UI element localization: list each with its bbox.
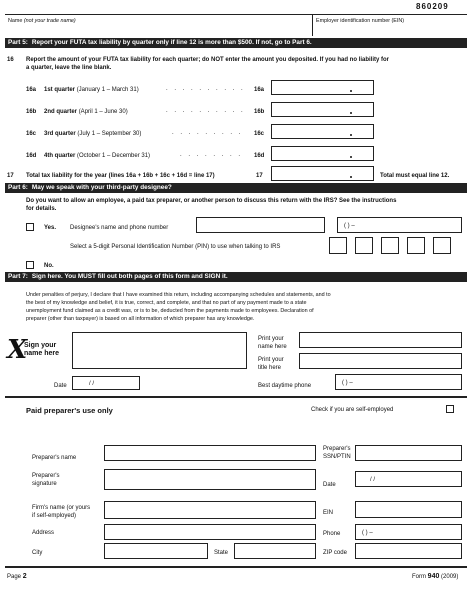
no-label: No. [44, 263, 54, 269]
preparer-date-label: Date [323, 482, 336, 488]
quarter-ref: 16d [254, 153, 265, 159]
quarter-16b-amount-field[interactable] [271, 102, 374, 117]
designee-name-field[interactable] [196, 217, 325, 233]
self-employed-label: Check if you are self-employed [311, 407, 394, 413]
city-label: City [32, 550, 43, 556]
preparer-name-field[interactable] [104, 445, 316, 461]
preparer-phone-field[interactable] [355, 524, 462, 540]
preparer-signature-field[interactable] [104, 469, 316, 490]
form-footer-label: Form 940 (2009) [412, 573, 459, 580]
perjury-line-1: Under penalties of perjury, I declare that I have examined this return, including accompanying schedules and statements, and to [26, 292, 331, 298]
state-label: State [214, 550, 229, 556]
decimal-dot [350, 90, 352, 92]
designee-label: Designee's name and phone number [70, 225, 169, 231]
ein-label: Employer identification number (EIN) [316, 18, 405, 24]
leader-dots: . . . . . . . . [180, 152, 243, 158]
line16-number: 16 [7, 57, 14, 63]
phone-parens: ( ) – [362, 530, 373, 536]
no-checkbox[interactable] [26, 261, 34, 269]
date-label: Date [54, 383, 67, 389]
ssn-label-1: Preparer's [323, 446, 351, 452]
page-label: Page 2 [7, 573, 27, 580]
quarter-16a-amount-field[interactable] [271, 80, 374, 95]
quarter-ref: 16c [254, 131, 265, 137]
yes-label: Yes. [44, 225, 57, 231]
print-title-field[interactable] [299, 353, 462, 369]
print-name-field[interactable] [299, 332, 462, 348]
name-label: Name (not your trade name) [8, 18, 76, 24]
preparer-signature-label-2: signature [32, 481, 57, 487]
ein-field[interactable] [314, 27, 466, 36]
preparer-title: Paid preparer's use only [26, 406, 113, 415]
line16-text-2: a quarter, leave the line blank. [26, 65, 112, 71]
phone-parens: ( ) – [344, 223, 355, 229]
print-title-label-1: Print your [258, 357, 284, 363]
leader-dots: . . . . . . . . . . [166, 108, 246, 114]
pin-digit-3[interactable] [381, 237, 399, 254]
print-name-label-1: Print your [258, 336, 284, 342]
ssn-label-2: SSN/PTIN [323, 454, 351, 460]
preparer-date-field[interactable] [355, 471, 462, 487]
decimal-dot [350, 134, 352, 136]
firm-name-label-2: if self-employed) [32, 513, 77, 519]
sign-label-2: name here [24, 350, 60, 357]
quarter-label: 1st quarter (January 1 – March 31) [44, 87, 139, 93]
zip-field[interactable] [355, 543, 462, 559]
quarter-num: 16a [26, 87, 37, 93]
firm-name-label-1: Firm's name (or yours [32, 505, 91, 511]
header-top-rule [5, 14, 467, 15]
city-field[interactable] [104, 543, 208, 559]
line17-ref: 17 [256, 173, 263, 179]
decimal-dot [350, 156, 352, 158]
leader-dots: . . . . . . . . . . [166, 86, 246, 92]
perjury-line-3: unemployment fund claimed as a credit was, or is to be, deducted from the payments made to employees. Declaration of [26, 308, 314, 314]
part6-question-2: for details. [26, 206, 57, 212]
sign-x-mark: X [7, 335, 28, 365]
preparer-top-rule [5, 396, 467, 398]
signature-field[interactable] [72, 332, 247, 369]
sign-date-field[interactable] [72, 376, 140, 390]
designee-phone-field[interactable] [337, 217, 462, 233]
line17-total-field[interactable] [271, 166, 374, 181]
address-label: Address [32, 530, 55, 536]
quarter-label: 4th quarter (October 1 – December 31) [44, 153, 151, 159]
line17-number: 17 [7, 173, 14, 179]
pin-digit-2[interactable] [355, 237, 373, 254]
preparer-signature-label-1: Preparer's [32, 473, 60, 479]
line17-text: Total tax liability for the year (lines 16a + 16b + 16c + 16d = line 17) [26, 173, 215, 179]
quarter-num: 16c [26, 131, 37, 137]
decimal-dot [350, 112, 352, 114]
yes-checkbox[interactable] [26, 223, 34, 231]
footer-rule [5, 566, 467, 568]
pin-label: Select a 5-digit Personal Identification Number (PIN) to use when talking to IRS [70, 244, 281, 250]
date-slashes: / / [370, 477, 376, 483]
print-name-label-2: name here [258, 344, 287, 350]
self-employed-checkbox[interactable] [446, 405, 454, 413]
line17-note: Total must equal line 12. [380, 173, 450, 179]
firm-ein-label: EIN [323, 510, 334, 516]
quarter-16c-amount-field[interactable] [271, 124, 374, 139]
part5-header: Part 5: Report your FUTA tax liability by quarter only if line 12 is more than $500. If not, go to Part 6. [5, 38, 467, 48]
line16-text-1: Report the amount of your FUTA tax liability for each quarter; do NOT enter the amount you deposited. If you had no liability for [26, 57, 390, 63]
state-field[interactable] [234, 543, 316, 559]
name-field[interactable] [5, 27, 311, 36]
part6-question-1: Do you want to allow an employee, a paid tax preparer, or another person to discuss this return with the IRS? See the instructions [26, 198, 397, 204]
print-title-label-2: title here [258, 365, 282, 371]
zip-label: ZIP code [323, 550, 347, 556]
quarter-num: 16d [26, 153, 37, 159]
sign-label-1: Sign your [24, 342, 57, 349]
perjury-line-4: preparer (other than taxpayer) is based on all information of which preparer has any knowledge. [26, 316, 255, 322]
pin-digit-4[interactable] [407, 237, 425, 254]
daytime-phone-label: Best daytime phone [258, 383, 312, 389]
daytime-phone-field[interactable] [335, 374, 462, 390]
pin-digit-5[interactable] [433, 237, 451, 254]
form-code: 860209 [416, 2, 449, 11]
part6-header: Part 6: May we speak with your third-party designee? [5, 183, 467, 193]
pin-digit-1[interactable] [329, 237, 347, 254]
date-slashes: / / [89, 381, 95, 387]
preparer-name-label: Preparer's name [32, 455, 77, 461]
leader-dots: . . . . . . . . . [172, 130, 243, 136]
preparer-phone-label: Phone [323, 531, 341, 537]
quarter-ref: 16a [254, 87, 265, 93]
quarter-ref: 16b [254, 109, 265, 115]
phone-parens: ( ) – [342, 380, 353, 386]
decimal-dot [350, 176, 352, 178]
part7-header: Part 7: Sign here. You MUST fill out both pages of this form and SIGN it. [5, 272, 467, 282]
address-field[interactable] [104, 524, 316, 540]
quarter-label: 2nd quarter (April 1 – June 30) [44, 109, 128, 115]
quarter-label: 3rd quarter (July 1 – September 30) [44, 131, 142, 137]
firm-name-field[interactable] [104, 501, 316, 519]
quarter-num: 16b [26, 109, 37, 115]
quarter-16d-amount-field[interactable] [271, 146, 374, 161]
perjury-line-2: the best of my knowledge and belief, it is true, correct, and complete, and that no part of any payment made to a state [26, 300, 307, 306]
firm-ein-field[interactable] [355, 501, 462, 518]
preparer-ssn-field[interactable] [355, 445, 462, 461]
header-divider [312, 14, 313, 36]
